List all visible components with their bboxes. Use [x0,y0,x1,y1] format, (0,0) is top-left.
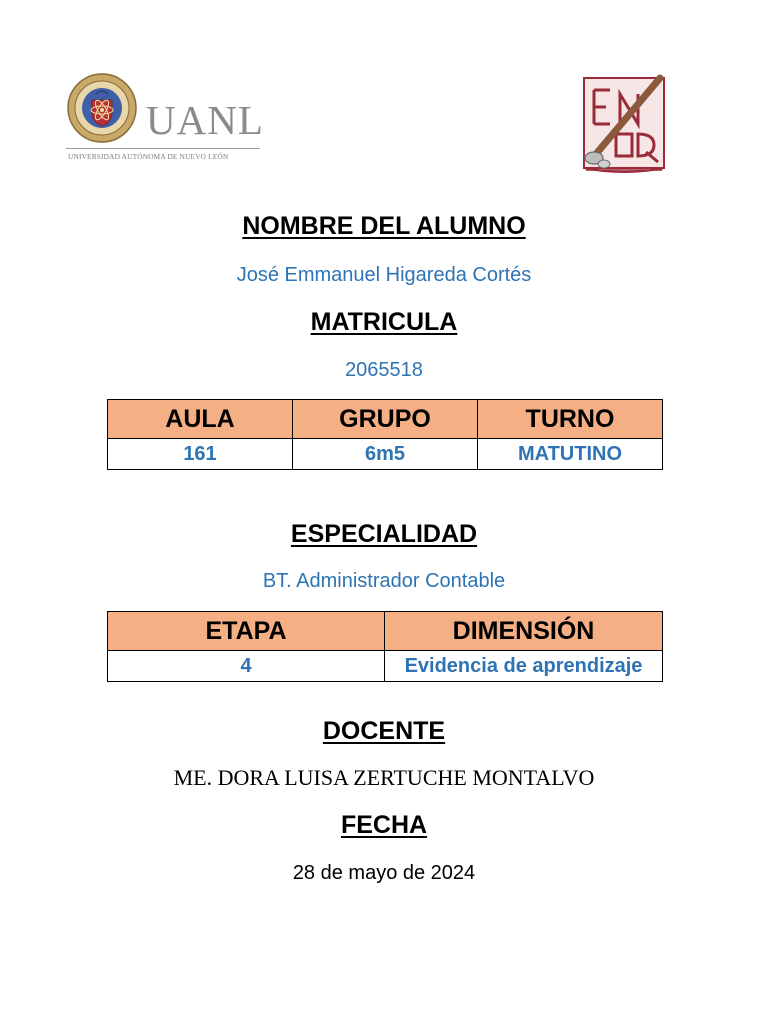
school-logo-icon [576,72,668,176]
aula-value: 161 [108,439,293,470]
uanl-wordmark: UANL [146,97,264,143]
student-name: José Emmanuel Higareda Cortés [236,264,532,286]
turno-header: TURNO [478,400,663,439]
dimension-value: Evidencia de aprendizaje [385,651,663,682]
class-info-table [107,399,663,470]
matricula-heading: MATRICULA [310,308,458,336]
etapa-value: 4 [108,651,385,682]
specialty-heading: ESPECIALIDAD [290,520,478,548]
uanl-logo [66,72,266,164]
uanl-seal-icon [66,72,138,144]
teacher-name: ME. DORA LUISA ZERTUCHE MONTALVO [173,765,595,790]
aula-header: AULA [108,400,293,439]
grupo-value: 6m5 [293,439,478,470]
table-header-row [108,400,663,439]
table-row [108,651,663,682]
specialty-value: BT. Administrador Contable [262,570,506,592]
turno-value: MATUTINO [478,439,663,470]
matricula-value: 2065518 [345,359,423,381]
stage-info-table [107,611,663,682]
student-heading: NOMBRE DEL ALUMNO [242,212,526,240]
date-value: 28 de mayo de 2024 [292,862,476,884]
teacher-heading: DOCENTE [322,717,446,745]
dimension-header: DIMENSIÓN [385,612,663,651]
table-row [108,439,663,470]
table-header-row [108,612,663,651]
divider [66,148,260,149]
grupo-header: GRUPO [293,400,478,439]
etapa-header: ETAPA [108,612,385,651]
uanl-subtitle: UNIVERSIDAD AUTÓNOMA DE NUEVO LEÓN [68,152,229,161]
date-heading: FECHA [340,811,428,839]
